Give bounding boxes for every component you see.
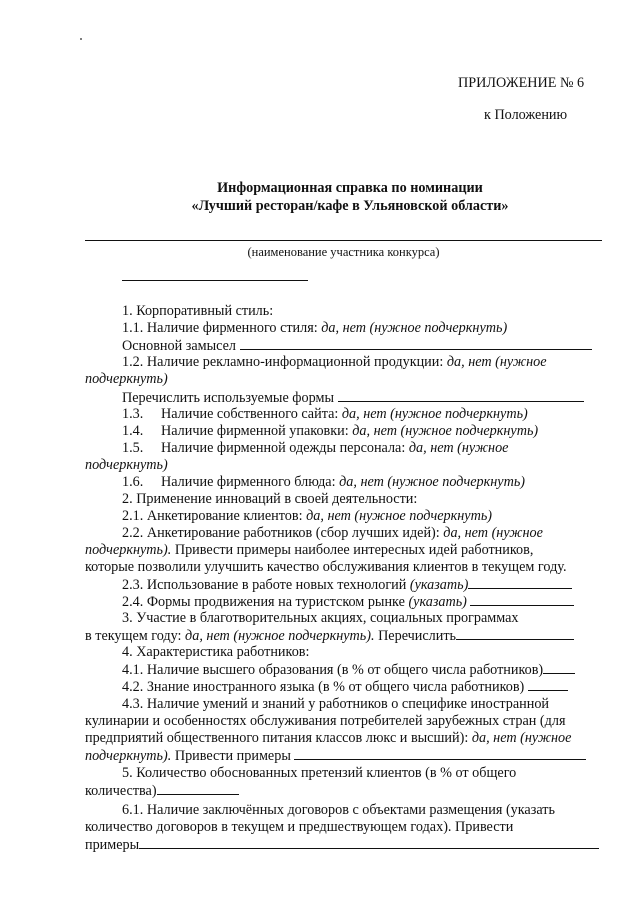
participant-name-line [85,240,602,241]
section-3: 3. Участие в благотворительных акциях, социальных программах [122,610,519,626]
item-4-3-field[interactable] [294,747,586,760]
item-2-4-field[interactable] [470,593,574,606]
item-4-3-cont3: подчеркнуть). Привести примеры [85,747,586,765]
scan-speck [80,38,82,40]
item-4-1: 4.1. Наличие высшего образования (в % от общего числа работников) [122,661,575,679]
item-4-2: 4.2. Знание иностранного языка (в % от общего числа работников) [122,678,568,696]
section-5-cont: количества) [85,782,239,800]
item-6-1-cont1: количество договоров в текущем и предшествующем годах). Привести [85,819,514,835]
doc-title-line2: «Лучший ресторан/кафе в Ульяновской области» [191,198,509,214]
appendix-label: ПРИЛОЖЕНИЕ № 6 [458,75,585,91]
object-type-label [122,268,308,286]
main-idea: Основной замысел [122,337,592,355]
item-1-2-cont: подчеркнуть) [85,371,168,387]
list-forms: Перечислить используемые формы [122,389,584,407]
item-2-2-cont1: подчеркнуть). Привести примеры наиболее интересных идей работников, [85,542,534,558]
item-4-3-cont1: кулинарии и особенностях обслуживания потребителей зарубежных стран (для [85,713,566,729]
item-1-5-cont: подчеркнуть) [85,457,168,473]
item-2-4: 2.4. Формы продвижения на туристском рынке (указать) [122,593,574,611]
doc-title-line1: Информационная справка по номинации [217,180,483,196]
participant-caption: (наименование участника конкурса) [247,245,440,259]
item-2-1: 2.1. Анкетирование клиентов: да, нет (нужное подчеркнуть) [122,508,492,524]
item-4-1-field[interactable] [543,661,575,674]
section-5-field[interactable] [157,782,239,795]
section-2: 2. Применение инноваций в своей деятельности: [122,491,418,507]
item-1-1: 1.1. Наличие фирменного стиля: да, нет (нужное подчеркнуть) [122,320,508,336]
item-1-5: 1.5. Наличие фирменной одежды персонала: да, нет (нужное [122,440,509,456]
item-2-2-cont2: которые позволили улучшить качество обслуживания клиентов в текущем году. [85,559,567,575]
main-idea-field[interactable] [240,337,592,350]
object-type-field[interactable] [122,268,308,281]
item-6-1-field[interactable] [139,836,599,849]
item-1-2: 1.2. Наличие рекламно-информационной продукции: да, нет (нужное [122,354,547,370]
section-3-field[interactable] [456,627,574,640]
item-2-2: 2.2. Анкетирование работников (сбор лучших идей): да, нет (нужное [122,525,543,541]
item-6-1: 6.1. Наличие заключённых договоров с объектами размещения (указать [122,802,555,818]
item-1-4: 1.4. Наличие фирменной упаковки: да, нет (нужное подчеркнуть) [122,423,539,439]
item-6-1-cont2: примеры [85,836,599,854]
item-4-2-field[interactable] [528,678,568,691]
section-5: 5. Количество обоснованных претензий клиентов (в % от общего [122,765,517,781]
list-forms-field[interactable] [338,389,584,402]
item-1-6: 1.6. Наличие фирменного блюда: да, нет (нужное подчеркнуть) [122,474,526,490]
item-4-3: 4.3. Наличие умений и знаний у работников о специфике иностранной [122,696,550,712]
item-4-3-cont2: предприятий общественного питания классов люкс и высший): да, нет (нужное [85,730,572,746]
section-4: 4. Характеристика работников: [122,644,310,660]
item-2-3: 2.3. Использование в работе новых технологий (указать) [122,576,572,594]
regulation-ref: к Положению [484,107,568,123]
item-1-3: 1.3. Наличие собственного сайта: да, нет (нужное подчеркнуть) [122,406,528,422]
section-1: 1. Корпоративный стиль: [122,303,274,319]
item-2-3-field[interactable] [468,576,572,589]
section-3-cont: в текущем году: да, нет (нужное подчеркнуть). Перечислить [85,627,574,645]
